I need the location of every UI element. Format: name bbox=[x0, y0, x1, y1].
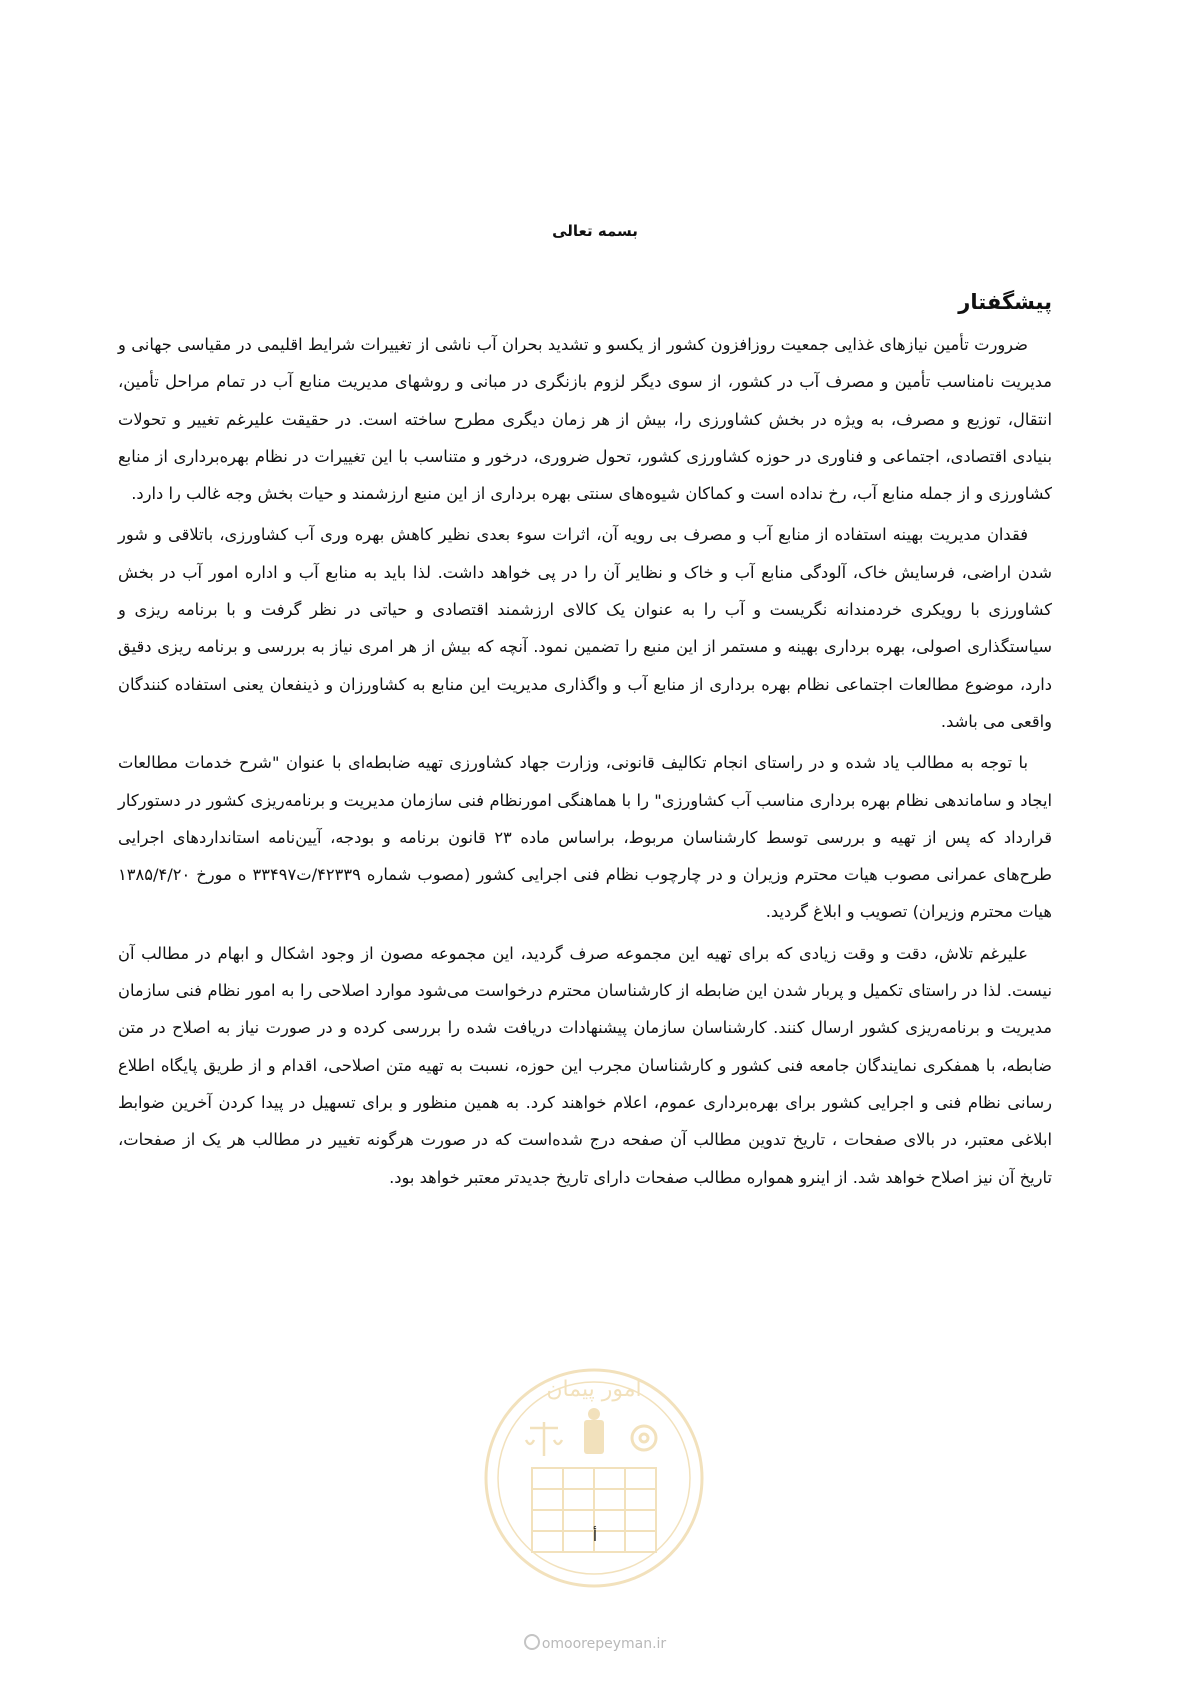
watermark-url bbox=[0, 1634, 1190, 1652]
watermark-url-text: omoorepeyman.ir bbox=[541, 1636, 667, 1652]
paragraph-4: علیرغم تلاش، دقت و وقت زیادی که برای تهیه این مجموعه صرف گردید، این مجموعه مصون از وجود اشکال و ابهام در مطالب آن نیست. لذا در راستای تکمیل و پربار شدن این ضابطه از کارشناسان محترم درخواست می‌شود موارد اصلاحی را به امور نظام فنی سازمان مدیریت و برنامه‌ریزی کشور ارسال کنند. کارشناسان سازمان پیشنهادات دریافت شده را بررسی کرده و در صورت نیاز به اصلاح در متن ضابطه، با همفکری نمایندگان جامعه فنی کشور و کارشناسان مجرب این حوزه، نسبت به تهیه متن اصلاحی، اقدام و از طریق پایگاه اطلاع رسانی نظام فنی و اجرایی کشور برای بهره‌برداری عموم، اعلام خواهند کرد. به همین منظور و برای تسهیل در پیدا کردن آخرین ضوابط ابلاغی معتبر، در بالای صفحات ، تاریخ تدوین مطالب آن صفحه درج شده‌است که در صورت هرگونه تغییر در مطالب هر یک از صفحات، تاریخ آن نیز اصلاح خواهد شد. از اینرو همواره مطالب صفحات دارای تاریخ جدیدتر معتبر خواهد بود. bbox=[118, 943, 1052, 1187]
section-title: پیشگفتار bbox=[958, 290, 1052, 314]
paragraph-2: فقدان مدیریت بهینه استفاده از منابع آب و مصرف بی رویه آن، اثرات سوء بعدی نظیر کاهش بهره وری آب کشاورزی، باتلاقی و شور شدن اراضی، فرسایش خاک، آلودگی منابع آب و خاک و نظایر آن را در پی خواهد داشت. لذا باید به منابع آب و اداره امور آب در بخش کشاورزی با رویکری خردمندانه نگریست و آب را به عنوان یک کالای ارزشمند اقتصادی و حیاتی در نظر گرفت و با برنامه ریزی و سیاستگذاری اصولی، بهره برداری بهینه و مستمر از این منبع را تضمین نمود. آنچه که بیش از هر امری نیاز به بررسی و برنامه ریزی دقیق دارد، موضوع مطالعات اجتماعی نظام بهره برداری از منابع آب و واگذاری مدیریت این منابع به کشاورزان و ذینفعان یعنی استفاده کنندگان واقعی می باشد. bbox=[118, 525, 1052, 731]
watermark-logo-text: امور پیمان bbox=[546, 1377, 642, 1402]
paragraph-3: با توجه به مطالب یاد شده و در راستای انجام تکالیف قانونی، وزارت جهاد کشاورزی تهیه ضابطه‌ای با عنوان "شرح خدمات مطالعات ایجاد و ساماندهی نظام بهره برداری مناسب آب کشاورزی" را با هماهنگی امورنظام فنی سازمان مدیریت و برنامه‌ریزی کشور در دستورکار قرارداد که پس از تهیه و بررسی توسط کارشناسان مربوط، براساس ماده ۲۳ قانون برنامه و بودجه، آیین‌نامه استانداردهای اجرایی طرح‌های عمرانی مصوب هیات محترم وزیران و در چارچوب نظام فنی اجرایی کشور (مصوب شماره ۴۲۳۳۹/ت۳۳۴۹۷ ه مورخ ۱۳۸۵/۴/۲۰ هیات محترم وزیران) تصویب و ابلاغ گردید. bbox=[118, 753, 1053, 922]
paragraph-1: ضرورت تأمین نیازهای غذایی جمعیت روزافزون کشور از یکسو و تشدید بحران آب ناشی از تغییرات شرایط اقلیمی در مقیاسی جهانی و مدیریت نامناسب تأمین و مصرف آب در کشور، از سوی دیگر لزوم بازنگری در مبانی و روشهای مدیریت منابع آب در تمام مراحل تأمین، انتقال، توزیع و مصرف، به ویژه در بخش کشاورزی را، بیش از هر زمان دیگری مطرح ساخته است. در حقیقت علیرغم تغییر و تحولات بنیادی اقتصادی، اجتماعی و فناوری در حوزه کشاورزی کشور، تحول ضروری، درخور و متناسب با این تغییرات در نظام بهره‌برداری از منابع کشاورزی و از جمله منابع آب، رخ نداده است و کماکان شیوه‌های سنتی بهره برداری از این منبع ارزشمند و حیات بخش وجه غالب را دارد. bbox=[118, 335, 1052, 504]
bismillah-heading: بسمه تعالی bbox=[552, 222, 638, 240]
at-sign-icon bbox=[524, 1634, 540, 1650]
document-body bbox=[118, 290, 1052, 1200]
watermark-logo-icon bbox=[474, 1358, 714, 1598]
page-number: أ bbox=[592, 1527, 598, 1545]
